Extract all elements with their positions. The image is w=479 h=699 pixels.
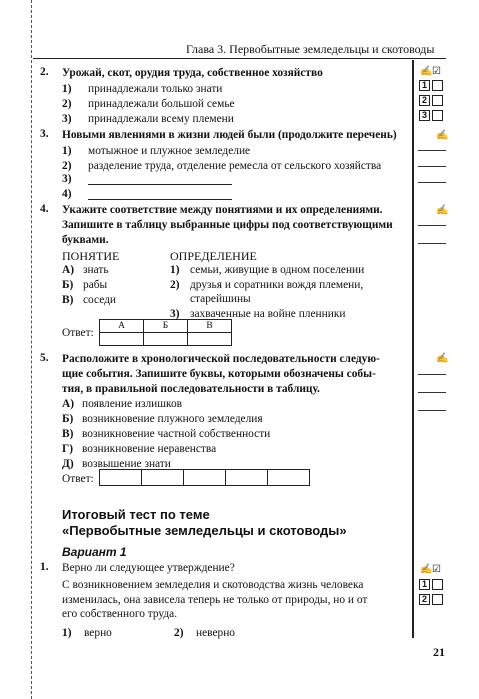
q2-opt1-num: 1) — [62, 83, 72, 95]
q4-concept-b: рабы — [83, 279, 108, 291]
q2-opt3[interactable]: принадлежали всему племени — [88, 113, 234, 125]
q4-concept-a: знать — [83, 264, 109, 276]
q3-number: 3. — [40, 128, 49, 140]
ft-q1-answer-field-1[interactable] — [432, 579, 443, 590]
q5-answer-table — [99, 469, 310, 486]
ft-q1-answer-field-2[interactable] — [432, 594, 443, 605]
q4-def3: захваченные на войне пленники — [190, 308, 346, 320]
q3-item4-field[interactable] — [88, 199, 232, 200]
header-rule — [33, 58, 446, 59]
q3-item4-num: 4) — [62, 188, 72, 200]
q2-opt3-num: 3) — [62, 113, 72, 125]
variant-label: Вариант 1 — [62, 545, 127, 559]
q2-box-label-2: 2 — [421, 95, 427, 105]
ft-q1-opt1[interactable]: верно — [84, 627, 112, 639]
ft-q1-box-label-1: 1 — [421, 579, 427, 589]
ft-q1-number: 1. — [40, 561, 49, 573]
q3-item1-num: 1) — [62, 145, 72, 157]
q3-margin-line-3[interactable] — [418, 182, 446, 183]
checkbox-icon: ☑ — [432, 66, 441, 77]
q4-answer-header-c: В — [188, 320, 232, 333]
q5-event-b: возникновение плужного земледелия — [82, 413, 263, 425]
q4-line2: Запишите в таблицу выбранные цифры под соответствующими — [62, 219, 393, 231]
ft-q1-question: Верно ли следующее утверждение? — [62, 562, 235, 574]
q4-def2-cont: старейшины — [190, 293, 251, 305]
q4-margin-line-1[interactable] — [418, 225, 446, 226]
q4-answer-label: Ответ: — [62, 327, 94, 339]
ft-q1-opt2[interactable]: неверно — [196, 627, 236, 639]
q3-item3-num: 3) — [62, 173, 72, 185]
q2-box-label-3: 3 — [421, 110, 427, 120]
q5-margin-line-2[interactable] — [418, 392, 446, 393]
q4-answer-cell-a[interactable] — [100, 333, 144, 346]
q4-concept-c-letter: В) — [62, 294, 74, 306]
ft-q1-box-label-2: 2 — [421, 594, 427, 604]
q4-def1: семьи, живущие в одном поселении — [190, 264, 365, 276]
chapter-title: Глава 3. Первобытные земледельцы и скотоводы — [186, 42, 435, 56]
q3-text: Новыми явлениями в жизни людей были (продолжите перечень) — [62, 129, 397, 141]
q2-answer-field-1[interactable] — [432, 80, 443, 91]
q2-answer-field-3[interactable] — [432, 110, 443, 121]
cut-line — [31, 0, 32, 699]
q4-def3-num: 3) — [170, 308, 180, 320]
q2-number: 2. — [40, 66, 49, 78]
q5-answer-cell-4[interactable] — [226, 470, 268, 486]
q5-line1: Расположите в хронологической последовательности следую- — [62, 353, 380, 365]
q4-def2-num: 2) — [170, 279, 180, 291]
q5-answer-label: Ответ: — [62, 473, 94, 485]
q5-event-c-letter: В) — [62, 428, 74, 440]
pencil-icon: ✍ — [420, 564, 433, 575]
q5-number: 5. — [40, 352, 49, 364]
q4-number: 4. — [40, 203, 49, 215]
pencil-icon: ✍ — [420, 66, 433, 77]
q5-answer-cell-1[interactable] — [100, 470, 142, 486]
q3-margin-line-1[interactable] — [418, 150, 446, 151]
ft-q1-line2: изменилась, она зависела теперь не только от природы, но и от — [62, 594, 368, 606]
final-test-title-1: Итоговый тест по теме — [62, 507, 210, 522]
q4-concept-a-letter: А) — [62, 264, 75, 276]
ft-q1-opt2-num: 2) — [174, 627, 184, 639]
q4-answer-header-b: Б — [144, 320, 188, 333]
q5-event-a-letter: А) — [62, 398, 75, 410]
q4-answer-header-a: А — [100, 320, 144, 333]
margin-rule — [412, 60, 414, 638]
q5-line3: тия, в правильной последовательности в таблицу. — [62, 383, 320, 395]
q4-concept-b-letter: Б) — [62, 279, 74, 291]
final-test-title-2: «Первобытные земледельцы и скотоводы» — [62, 523, 347, 538]
ft-q1-opt1-num: 1) — [62, 627, 72, 639]
q2-opt2[interactable]: принадлежали большой семье — [88, 98, 235, 110]
q5-event-d-letter: Г) — [62, 443, 74, 455]
pencil-icon: ✍ — [436, 205, 449, 216]
q2-answer-field-2[interactable] — [432, 95, 443, 106]
q2-opt1[interactable]: принадлежали только знати — [88, 83, 223, 95]
q4-col-concept: ПОНЯТИЕ — [62, 249, 120, 263]
q4-col-definition: ОПРЕДЕЛЕНИЕ — [170, 249, 257, 263]
pencil-icon: ✍ — [436, 353, 449, 364]
q3-item3-field[interactable] — [88, 184, 232, 185]
q2-text: Урожай, скот, орудия труда, собственное хозяйство — [62, 67, 323, 79]
q5-margin-line-1[interactable] — [418, 374, 446, 375]
q4-def2: друзья и соратники вождя племени, — [190, 279, 364, 291]
checkbox-icon: ☑ — [432, 564, 441, 575]
q5-event-e-letter: Д) — [62, 458, 74, 470]
q3-margin-line-2[interactable] — [418, 166, 446, 167]
ft-q1-line1: С возникновением земледелия и скотоводства жизнь человека — [62, 579, 364, 591]
q4-concept-c: соседи — [83, 294, 117, 306]
q5-event-c: возникновение частной собственности — [82, 428, 271, 440]
ft-q1-line3: его собственного труда. — [62, 608, 178, 620]
q4-answer-cell-c[interactable] — [188, 333, 232, 346]
q5-answer-cell-5[interactable] — [268, 470, 310, 486]
q4-line3: буквами. — [62, 234, 109, 246]
q5-answer-cell-2[interactable] — [142, 470, 184, 486]
q5-event-d: возникновение неравенства — [82, 443, 217, 455]
q5-line2: щие события. Запишите буквы, которыми обозначены собы- — [62, 368, 376, 380]
q4-answer-cell-b[interactable] — [144, 333, 188, 346]
q2-opt2-num: 2) — [62, 98, 72, 110]
q4-margin-line-2[interactable] — [418, 243, 446, 244]
q4-line1: Укажите соответствие между понятиями и их определениями. — [62, 204, 383, 216]
q5-margin-line-3[interactable] — [418, 410, 446, 411]
q4-def1-num: 1) — [170, 264, 180, 276]
q5-event-e: возвышение знати — [82, 458, 171, 470]
pencil-icon: ✍ — [436, 130, 449, 141]
q3-item1: мотыжное и плужное земледелие — [88, 145, 251, 157]
q4-answer-table — [99, 319, 232, 346]
q5-answer-cell-3[interactable] — [184, 470, 226, 486]
page-number: 21 — [433, 645, 445, 659]
q5-event-b-letter: Б) — [62, 413, 74, 425]
q5-event-a: появление излишков — [82, 398, 183, 410]
q2-box-label-1: 1 — [421, 80, 427, 90]
q3-item2: разделение труда, отделение ремесла от сельского хозяйства — [88, 160, 382, 172]
q3-item2-num: 2) — [62, 160, 72, 172]
